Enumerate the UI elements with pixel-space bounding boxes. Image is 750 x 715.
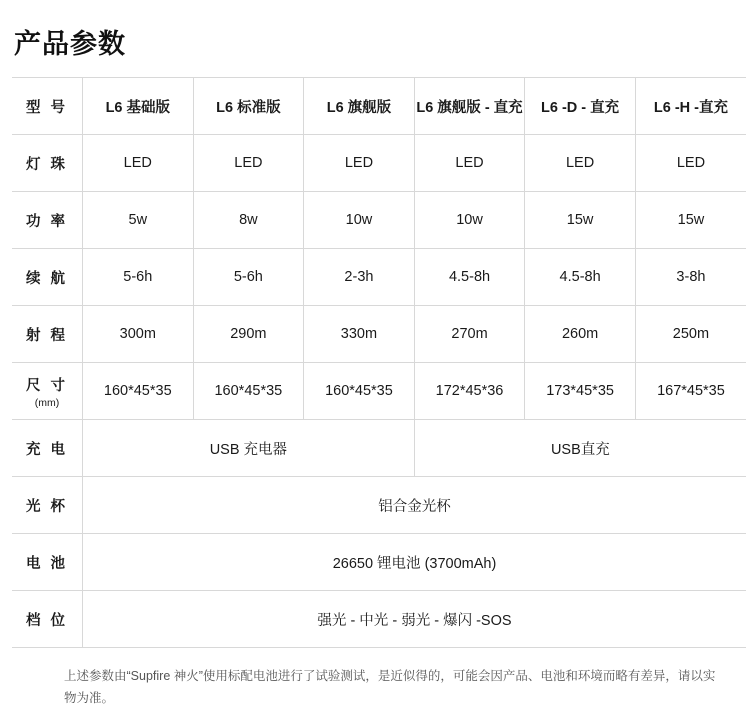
table-row-battery bbox=[12, 534, 746, 591]
table-row-model bbox=[12, 78, 746, 135]
model-cell-3: L6 旗舰版 bbox=[304, 78, 415, 135]
model-cell-5: L6 -D - 直充 bbox=[525, 78, 636, 135]
row-label-size-text: 尺 寸 bbox=[25, 377, 69, 394]
led-cell-2: LED bbox=[193, 135, 304, 192]
row-label-runtime: 续 航 bbox=[12, 249, 83, 306]
table-row-power bbox=[12, 192, 746, 249]
model-cell-4: L6 旗舰版 - 直充 bbox=[414, 78, 525, 135]
size-cell-3: 160*45*35 bbox=[304, 363, 415, 420]
power-cell-2: 8w bbox=[193, 192, 304, 249]
charge-cell-usb-charger: USB 充电器 bbox=[83, 420, 415, 477]
model-cell-2: L6 标准版 bbox=[193, 78, 304, 135]
power-cell-5: 15w bbox=[525, 192, 636, 249]
row-label-range: 射 程 bbox=[12, 306, 83, 363]
runtime-cell-3: 2-3h bbox=[304, 249, 415, 306]
range-cell-1: 300m bbox=[83, 306, 194, 363]
product-spec-table bbox=[12, 77, 746, 648]
range-cell-5: 260m bbox=[525, 306, 636, 363]
size-cell-6: 167*45*35 bbox=[657, 383, 725, 399]
row-label-reflector: 光 杯 bbox=[12, 477, 83, 534]
range-cell-4: 270m bbox=[414, 306, 525, 363]
table-row-size bbox=[12, 363, 746, 420]
size-cell-4: 172*45*36 bbox=[414, 363, 525, 420]
table-row-charge bbox=[12, 420, 746, 477]
model-cell-1: L6 基础版 bbox=[83, 78, 194, 135]
power-cell-1: 5w bbox=[83, 192, 194, 249]
led-cell-3: LED bbox=[304, 135, 415, 192]
size-cell-5: 173*45*35 bbox=[525, 363, 636, 420]
model-cell-6: L6 -H -直充 bbox=[653, 99, 728, 116]
led-cell-1: LED bbox=[83, 135, 194, 192]
led-cell-6: LED bbox=[676, 155, 706, 171]
row-label-led: 灯 珠 bbox=[12, 135, 83, 192]
row-label-size-unit: (mm) bbox=[34, 396, 60, 409]
table-row-led bbox=[12, 135, 746, 192]
table-row-runtime bbox=[12, 249, 746, 306]
runtime-cell-6: 3-8h bbox=[676, 269, 706, 285]
row-label-battery: 电 池 bbox=[12, 534, 83, 591]
runtime-cell-1: 5-6h bbox=[83, 249, 194, 306]
reflector-cell: 铝合金光杯 bbox=[378, 498, 451, 515]
led-cell-4: LED bbox=[414, 135, 525, 192]
range-cell-3: 330m bbox=[304, 306, 415, 363]
size-cell-1: 160*45*35 bbox=[83, 363, 194, 420]
table-row-reflector bbox=[12, 477, 746, 534]
footnote-text: 上述参数由“Supfire 神火”使用标配电池进行了试验测试，是近似得的，可能会因产品、电池和环境而略有差异，请以实物为准。 bbox=[64, 669, 716, 705]
power-cell-3: 10w bbox=[304, 192, 415, 249]
table-row-range bbox=[12, 306, 746, 363]
row-label-power: 功 率 bbox=[12, 192, 83, 249]
charge-cell-usb-direct: USB直充 bbox=[550, 441, 610, 458]
runtime-cell-5: 4.5-8h bbox=[525, 249, 636, 306]
modes-cell: 强光 - 中光 - 弱光 - 爆闪 -SOS bbox=[317, 612, 512, 629]
range-cell-2: 290m bbox=[193, 306, 304, 363]
page-title: 产品参数 bbox=[14, 29, 126, 59]
runtime-cell-4: 4.5-8h bbox=[414, 249, 525, 306]
battery-cell: 26650 锂电池 (3700mAh) bbox=[332, 555, 497, 572]
table-row-modes bbox=[12, 591, 746, 648]
runtime-cell-2: 5-6h bbox=[193, 249, 304, 306]
power-cell-4: 10w bbox=[414, 192, 525, 249]
row-label-charge: 充 电 bbox=[12, 420, 83, 477]
row-label-model: 型 号 bbox=[12, 78, 83, 135]
led-cell-5: LED bbox=[525, 135, 636, 192]
size-cell-2: 160*45*35 bbox=[193, 363, 304, 420]
power-cell-6: 15w bbox=[677, 212, 705, 228]
row-label-size bbox=[12, 363, 83, 420]
row-label-modes: 档 位 bbox=[12, 591, 83, 648]
range-cell-6: 250m bbox=[672, 326, 710, 342]
